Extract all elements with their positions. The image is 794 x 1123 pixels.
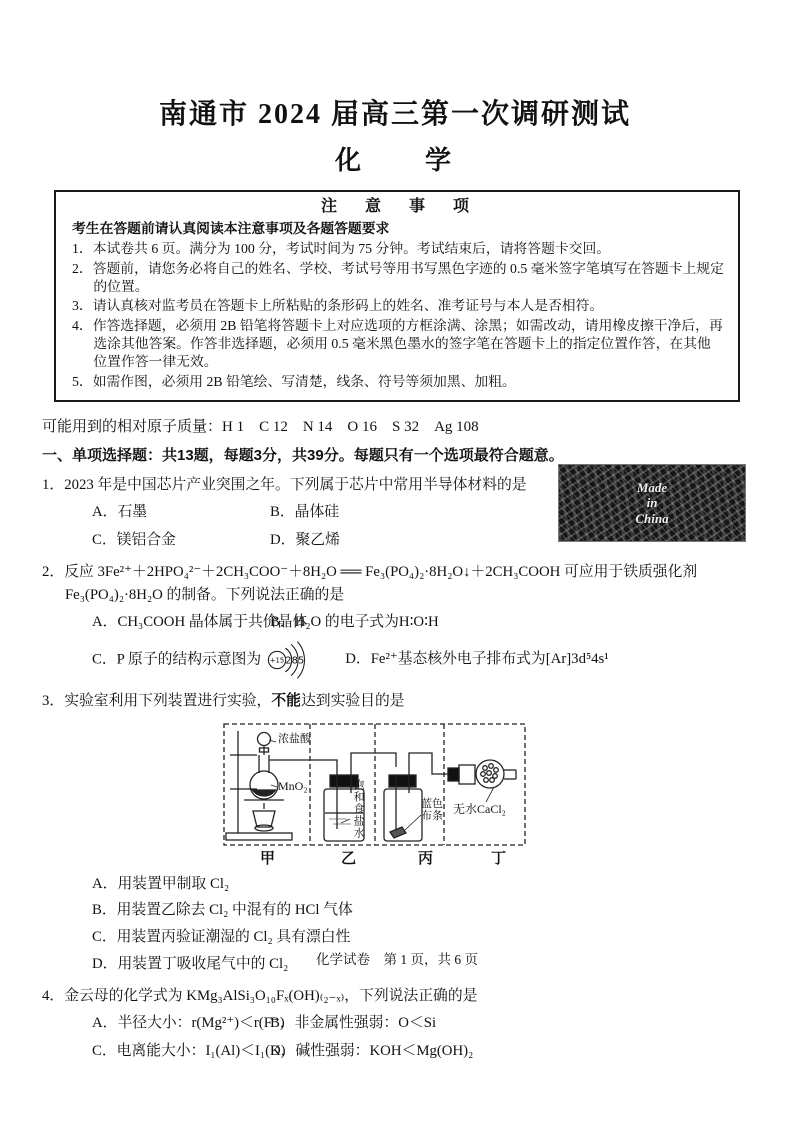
notice-item: 4．作答选择题，必须用 2B 铅笔将答题卡上对应选项的方框涂满、涂黑；如需改动，请用橡皮擦干净后，再选涂其他答案。作答非选择题，必须用 0.5 毫米黑色墨水的签字笔在答题卡上的指定位置作答，在其他位置作答一律无效。 — [72, 318, 723, 370]
option-d: D．碱性强弱：KOH＜Mg(OH)₂ — [270, 1043, 474, 1060]
options-grid — [92, 1012, 748, 1063]
page-footer: 化学试卷 第 1 页，共 6 页 — [316, 952, 478, 967]
shell-2-count: 8 — [292, 655, 299, 667]
notice-item: 2．答题前，请您务必将自己的姓名、学校、考试号等用书写黑色字迹的 0.5 毫米签字笔填写在答题卡上规定的位置。 — [72, 260, 724, 294]
option-c-text: C．P 原子的结构示意图为 — [92, 651, 262, 668]
chip-caption-line: Made — [636, 479, 668, 495]
option-d: D．聚乙烯 — [270, 531, 340, 548]
question-1 — [42, 474, 748, 552]
notice-box — [54, 190, 740, 402]
chip-caption-line: in — [646, 495, 658, 511]
stem-emphasis: 不能 — [271, 692, 301, 709]
option-c: C．镁铝合金 — [92, 531, 176, 548]
option-b: B．用装置乙除去 Cl₂ 中混有的 HCl 气体 — [92, 902, 353, 919]
option-d: D．用装置丁吸收尾气中的 Cl₂ — [92, 956, 289, 973]
label-apparatus-yi: 乙 — [341, 850, 357, 867]
option-a: A．半径大小：r(Mg²⁺)＜r(F⁻) — [92, 1015, 285, 1032]
question-stem: 2．反应 3Fe²⁺＋2HPO₄²⁻＋2CH₃COO⁻＋8H₂O ══ Fe₃(PO₄)₂·8H₂O↓＋2CH₃COOH 可应用于铁质强化剂 Fe₃(PO₄)₂·8H₂O 的制备。下列说法正确的是 — [42, 563, 698, 603]
label-apparatus-ding: 丁 — [491, 850, 507, 867]
question-stem: 4．金云母的化学式为 KMg₃AlSi₃O₁₀Fₓ(OH)₍₂₋ₓ₎，下列说法正确的是 — [42, 988, 478, 1005]
nucleus-charge: +15 — [270, 656, 285, 665]
chip-caption-line: China — [635, 510, 669, 526]
apparatus-line-art — [200, 719, 536, 869]
atom-structure-diagram — [263, 639, 313, 681]
option-c: C．电离能大小：I₁(Al)＜I₁(K) — [92, 1043, 286, 1060]
question-stem: 1．2023 年是中国芯片产业突围之年。下列属于芯片中常用半导体材料的是 — [42, 477, 527, 494]
chip-photo — [558, 464, 746, 542]
notice-subtitle: 考生在答题前请认真阅读本注意事项及各题答题要求 — [72, 220, 390, 236]
shell-3-count: 5 — [298, 655, 305, 667]
option-a: A．CH₃COOH 晶体属于共价晶体 — [92, 613, 308, 630]
question-stem — [42, 690, 748, 713]
notice-title: 注 意 事 项 — [320, 198, 475, 215]
apparatus-figure — [200, 719, 536, 869]
label-blue-cloth: 蓝色布条 — [421, 797, 443, 822]
option-a: A．石墨 — [92, 504, 148, 521]
label-mno2: MnO₂ — [278, 778, 308, 793]
label-conc-hydrochloric-acid: 浓盐酸 — [278, 732, 311, 745]
notice-item: 3．请认真核对监考员在答题卡上所粘贴的条形码上的姓名、准考证号与本人是否相符。 — [72, 298, 604, 314]
atomic-masses-line: 可能用到的相对原子质量：H 1 C 12 N 14 O 16 S 32 Ag 108 — [42, 419, 479, 436]
options-row — [92, 639, 748, 681]
option-c: C．用装置丙验证潮湿的 Cl₂ 具有漂白性 — [92, 929, 351, 946]
label-saturated-brine: 饱和食盐水 — [352, 778, 365, 839]
option-a: A．用装置甲制取 Cl₂ — [92, 875, 230, 892]
label-apparatus-bing: 丙 — [418, 850, 434, 867]
options-grid — [92, 611, 748, 634]
label-apparatus-jia: 甲 — [260, 850, 276, 867]
page-title: 南通市 2024 届高三第一次调研测试 — [158, 99, 631, 130]
label-anhydrous-cacl2: 无水CaCl₂ — [453, 801, 506, 816]
option-b: B．晶体硅 — [270, 504, 340, 521]
option-d: D．Fe²⁺基态核外电子排布式为[Ar]3d⁵4s¹ — [345, 651, 609, 668]
subject-title: 化 学 — [334, 146, 455, 175]
option-b: B．非金属性强弱：O＜Si — [270, 1015, 437, 1032]
question-3 — [42, 690, 748, 977]
notice-item: 1．本试卷共 6 页。满分为 100 分，考试时间为 75 分钟。考试结束后，请将答题卡交回。 — [72, 240, 611, 256]
question-4 — [42, 985, 748, 1063]
shell-1-count: 2 — [285, 655, 292, 667]
stem-text: 达到实验目的是 — [300, 692, 405, 709]
question-2 — [42, 561, 748, 681]
option-c — [92, 639, 313, 681]
stem-text: 3．实验室利用下列装置进行实验， — [42, 692, 272, 709]
section-heading: 一、单项选择题：共13题，每题3分，共39分。每题只有一个选项最符合题意。 — [42, 447, 564, 465]
notice-item: 5．如需作图，必须用 2B 铅笔绘、写清楚，线条、符号等须加黑、加粗。 — [72, 374, 516, 390]
option-b: B．H₂O 的电子式为H∶O∶H — [270, 613, 439, 630]
